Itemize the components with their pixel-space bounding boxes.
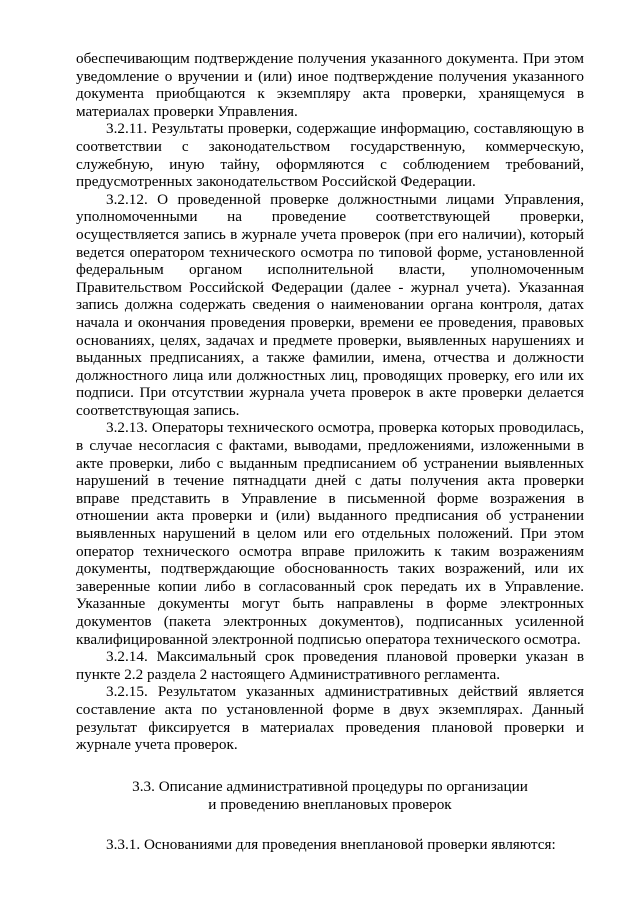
paragraph-3-2-13: 3.2.13. Операторы технического осмотра, проверка которых проводилась, в случае несогласия с фактами, выводами, предложениями, изложенными в акте проверки, либо с выданным предписанием об устранении выявленных нарушений в течение пятнадцати дней с даты получения акта проверки вправе представить в Управление в письменной форме возражения в отношении акта проверки и (или) выданного предписания об устранении выявленных нарушений в целом или его отдельных положений. При этом оператор технического осмотра вправе приложить к таким возражениям документы, подтверждающие обоснованность таких возражений, или их заверенные копии либо в согласованный срок передать их в Управление. Указанные документы могут быть направлены в форме электронных документов (пакета электронных документов), подписанных усиленной квалифицированной электронной подписью оператора технического осмотра. — [76, 419, 584, 648]
paragraph-3-2-15: 3.2.15. Результатом указанных административных действий является составление акта по установленной форме в двух экземплярах. Данный результат фиксируется в материалах проведения плановой проверки и журнале учета проверок. — [76, 683, 584, 754]
spacer — [76, 814, 584, 836]
paragraph-3-2-14: 3.2.14. Максимальный срок проведения плановой проверки указан в пункте 2.2 раздела 2 настоящего Административного регламента. — [76, 648, 584, 683]
paragraph-3-2-12: 3.2.12. О проведенной проверке должностными лицами Управления, уполномоченными на проведение соответствующей проверки, осуществляется запись в журнале учета проверок (при его наличии), который ведется оператором технического осмотра по типовой форме, установленной федеральным органом исполнительной власти, уполномоченным Правительством Российской Федерации (далее - журнал учета). Указанная запись должна содержать сведения о наименовании органа контроля, датах начала и окончания проведения проверки, времени ее проведения, правовых основаниях, целях, задачах и предмете проверки, выявленных нарушениях и выданных предписаниях, а также фамилии, имена, отчества и должности должностного лица или должностных лиц, проводящих проверку, его или их подписи. При отсутствии журнала учета проверок в акте проверки делается соответствующая запись. — [76, 190, 584, 419]
paragraph-continuation: обеспечивающим подтверждение получения указанного документа. При этом уведомление о вручении и (или) иное подтверждение получения указанного документа приобщаются к экземпляру акта проверки, хранящемуся в материалах проверки Управления. — [76, 50, 584, 120]
section-heading-line-2: и проведению внеплановых проверок — [208, 795, 452, 813]
paragraph-3-2-11: 3.2.11. Результаты проверки, содержащие информацию, составляющую в соответствии с законодательством государственную, коммерческую, служебную, иную тайну, оформляются с соблюдением требований, предусмотренных законодательством Российской Федерации. — [76, 120, 584, 191]
paragraph-3-3-1: 3.3.1. Основаниями для проведения внеплановой проверки являются: — [106, 835, 556, 853]
section-heading-line-1: 3.3. Описание административной процедуры по организации — [132, 777, 528, 795]
section-heading-3-3 — [76, 778, 584, 814]
